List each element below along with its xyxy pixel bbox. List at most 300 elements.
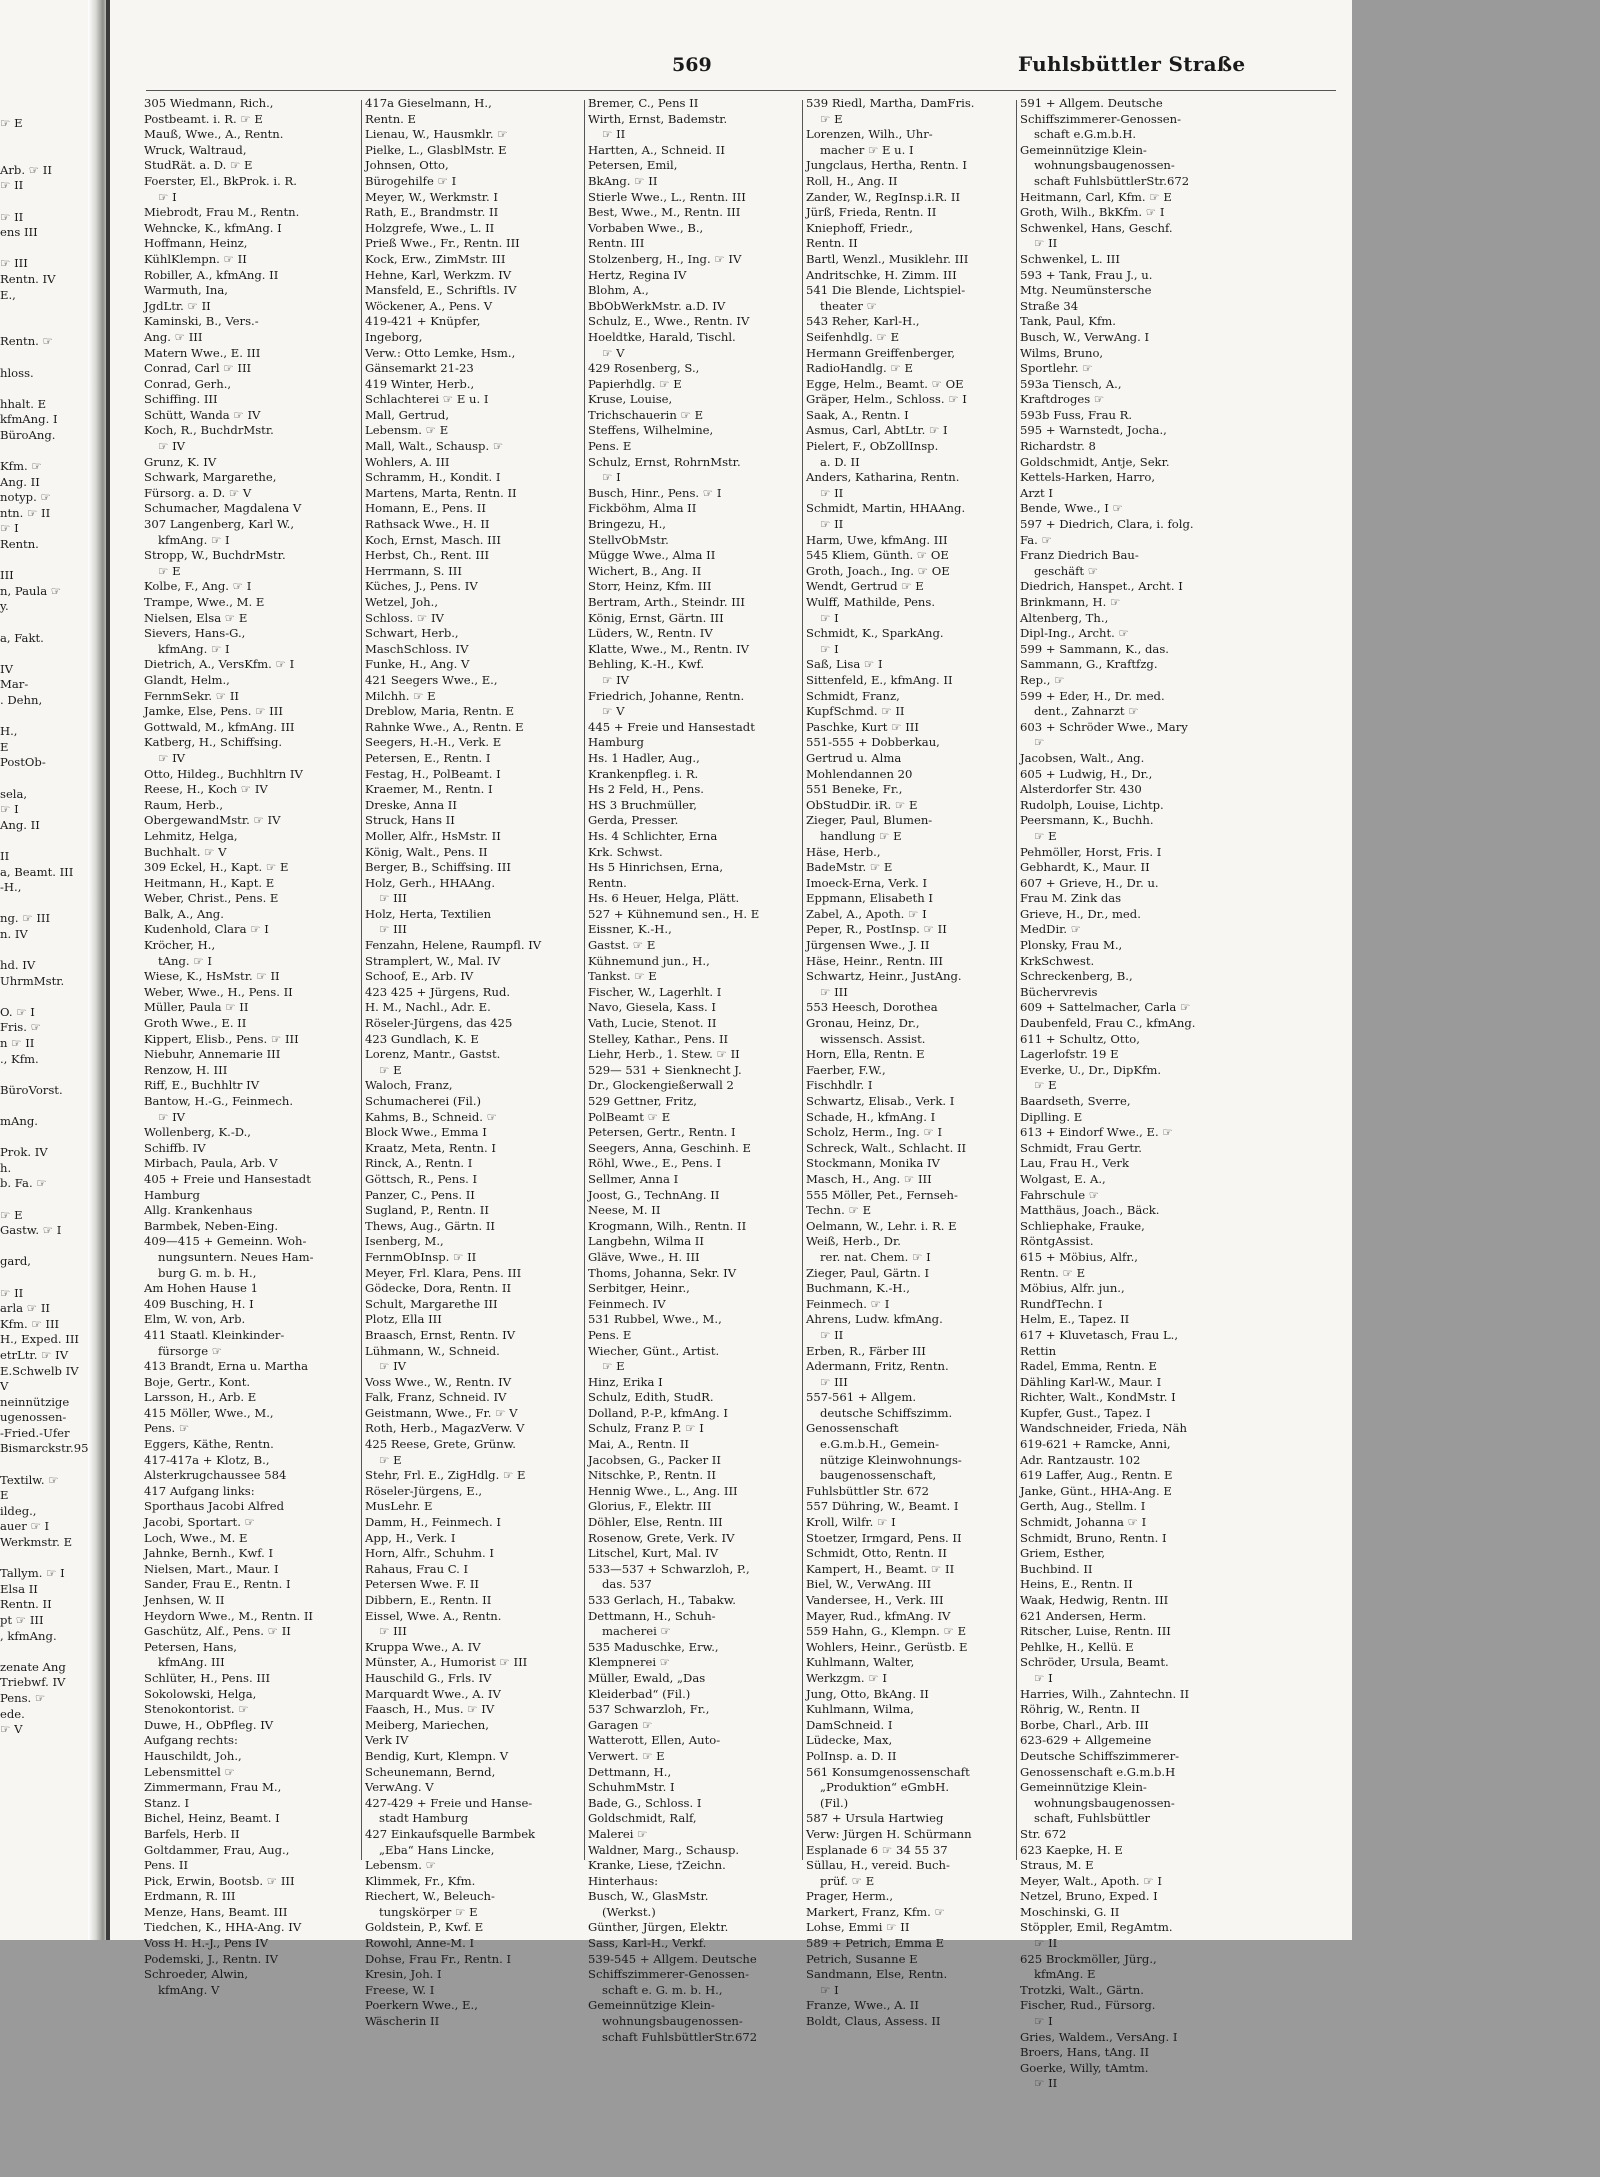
directory-line: Straus, M. E: [1020, 1858, 1094, 1873]
directory-line: ☞ I: [602, 470, 621, 485]
directory-line: 533—537 + Schwarzloh, P.,: [588, 1561, 750, 1576]
directory-line: Postbeamt. i. R. ☞ E: [144, 111, 263, 126]
directory-line: Steffens, Wilhelmine,: [588, 423, 714, 438]
directory-line: Petersen, Gertr., Rentn. I: [588, 1125, 736, 1140]
directory-line: 417a Gieselmann, H.,: [365, 96, 492, 110]
fragment-line: ildeg.,: [0, 1503, 37, 1518]
column-rule: [802, 100, 803, 1860]
directory-line: Schwenkel, Hans, Geschf.: [1020, 220, 1173, 235]
directory-line: Conrad, Carl ☞ III: [144, 361, 252, 376]
directory-line: 593b Fuss, Frau R.: [1020, 407, 1133, 422]
directory-line: Kröcher, H.,: [144, 938, 216, 953]
directory-line: Blohm, A.,: [588, 283, 649, 298]
directory-line: Sander, Frau E., Rentn. I: [144, 1577, 291, 1592]
directory-line: Klatte, Wwe., M., Rentn. IV: [588, 641, 750, 656]
directory-line: wohnungsbaugenossen-: [1034, 158, 1175, 173]
directory-line: Marquardt Wwe., A. IV: [365, 1686, 501, 1701]
fragment-line: [0, 1270, 86, 1286]
directory-line: Zimmermann, Frau M.,: [144, 1780, 282, 1795]
directory-line: Grunz, K. IV: [144, 454, 217, 469]
directory-line: Bringezu, H.,: [588, 517, 666, 532]
header-rule: [146, 90, 1336, 91]
directory-line: Schiffszimmerer-Genossen-: [588, 1967, 750, 1982]
directory-line: Glandt, Helm.,: [144, 672, 230, 687]
directory-line: 615 + Möbius, Alfr.,: [1020, 1249, 1138, 1264]
directory-line: Schiffszimmerer-Genossen-: [1020, 111, 1182, 126]
fragment-line: [0, 896, 86, 912]
directory-line: 609 + Sattelmacher, Carla ☞: [1020, 1000, 1191, 1015]
directory-line: theater ☞: [820, 298, 878, 313]
directory-line: Wiese, K., HsMstr. ☞ II: [144, 969, 280, 984]
directory-line: Katberg, H., Schiffsing.: [144, 735, 283, 750]
fragment-line: Triebwf. IV: [0, 1675, 66, 1690]
directory-line: Eissner, K.-H.,: [588, 922, 672, 937]
fragment-line: E: [0, 1488, 9, 1503]
directory-line: Fürsorg. a. D. ☞ V: [144, 485, 252, 500]
directory-line: tAng. ☞ I: [158, 953, 212, 968]
directory-line: Plonsky, Frau M.,: [1020, 938, 1123, 953]
directory-line: Waldner, Marg., Schausp.: [588, 1842, 740, 1857]
fragment-line: n ☞ II: [0, 1036, 35, 1051]
directory-line: Matthäus, Joach., Bäck.: [1020, 1203, 1160, 1218]
directory-line: schaft FuhlsbüttlerStr.672: [1034, 173, 1190, 188]
directory-line: wissensch. Assist.: [820, 1031, 926, 1046]
directory-line: Sokolowski, Helga,: [144, 1686, 257, 1701]
directory-line: Seegers, H.-H., Verk. E: [365, 735, 502, 750]
directory-line: Meyer, Walt., Apoth. ☞ I: [1020, 1873, 1162, 1888]
fragment-line: mAng.: [0, 1114, 38, 1128]
directory-line: Alsterdorfer Str. 430: [1020, 782, 1142, 797]
directory-line: Trotzki, Walt., Gärtn.: [1020, 1982, 1144, 1997]
directory-line: 619-621 + Ramcke, Anni,: [1020, 1437, 1171, 1452]
directory-line: ☞ IV: [158, 439, 186, 454]
directory-line: Buchbind. II: [1020, 1561, 1093, 1576]
directory-line: Ritscher, Luise, Rentn. III: [1020, 1624, 1171, 1639]
directory-line: 527 + Kühnemund sen., H. E: [588, 906, 760, 921]
directory-line: Balk, A., Ang.: [144, 906, 224, 921]
directory-line: Schreck, Walt., Schlacht. II: [806, 1140, 967, 1155]
directory-line: Heydorn Wwe., M., Rentn. II: [144, 1608, 314, 1623]
directory-line: Rentn.: [588, 875, 627, 890]
directory-line: PolBeamt ☞ E: [588, 1109, 671, 1124]
directory-line: (Werkst.): [602, 1904, 656, 1919]
directory-line: das. 537: [602, 1577, 652, 1592]
directory-line: Schwark, Margarethe,: [144, 470, 277, 485]
directory-line: Busch, W., GlasMstr.: [588, 1889, 709, 1904]
directory-line: stadt Hamburg: [379, 1811, 469, 1826]
directory-line: 587 + Ursula Hartwieg: [806, 1811, 944, 1826]
directory-line: 551 Beneke, Fr.,: [806, 782, 903, 797]
directory-line: Rentn. ☞ E: [1020, 1265, 1086, 1280]
directory-line: Stenokontorist. ☞: [144, 1702, 249, 1717]
directory-line: Petrich, Susanne E: [806, 1951, 918, 1966]
directory-line: 419-421 + Knüpfer,: [365, 314, 481, 329]
directory-line: Adermann, Fritz, Rentn.: [806, 1359, 949, 1374]
directory-line: Barfels, Herb. II: [144, 1826, 240, 1841]
directory-line: Netzel, Bruno, Exped. I: [1020, 1889, 1158, 1904]
directory-line: Fischer, W., Lagerhlt. I: [588, 984, 722, 999]
directory-line: Bertram, Arth., Steindr. III: [588, 595, 745, 609]
directory-line: Jürgensen Wwe., J. II: [806, 938, 930, 953]
directory-line: Bende, Wwe., I ☞: [1020, 501, 1123, 516]
directory-line: Lühmann, W., Schneid.: [365, 1343, 500, 1358]
directory-line: Dreblow, Maria, Rentn. E: [365, 704, 515, 719]
directory-line: Groth, Wilh., BkKfm. ☞ I: [1020, 205, 1165, 220]
directory-line: Lagerlofstr. 19 E: [1020, 1047, 1119, 1062]
directory-line: Andritschke, H. Zimm. III: [806, 267, 957, 282]
directory-line: Wetzel, Joh.,: [365, 595, 439, 609]
directory-line: Fuhlsbüttler Str. 672: [806, 1483, 930, 1498]
directory-line: Daubenfeld, Frau C., kfmAng.: [1020, 1016, 1196, 1031]
directory-line: ☞ IV: [602, 672, 630, 687]
book-gutter: [88, 0, 108, 1940]
directory-line: Schulz, E., Wwe., Rentn. IV: [588, 314, 750, 329]
directory-line: Berger, B., Schiffsing. III: [365, 860, 511, 875]
directory-line: ☞ E: [158, 563, 181, 578]
directory-line: Wilms, Bruno,: [1020, 345, 1104, 360]
directory-line: 621 Andersen, Herm.: [1020, 1608, 1147, 1623]
directory-line: Wiecher, Günt., Artist.: [588, 1343, 720, 1358]
directory-line: Mirbach, Paula, Arb. V: [144, 1156, 278, 1171]
directory-line: Sammann, G., Kraftfzg.: [1020, 657, 1158, 672]
fragment-line: y.: [0, 599, 9, 614]
directory-line: Prieß Wwe., Fr., Rentn. III: [365, 236, 520, 251]
fragment-line: ☞ II: [0, 1285, 24, 1300]
directory-line: Jung, Otto, BkAng. II: [806, 1686, 929, 1701]
directory-line: Roth, Herb., MagazVerw. V: [365, 1421, 525, 1436]
directory-line: 535 Maduschke, Erw.,: [588, 1639, 719, 1654]
directory-line: Kolbe, F., Ang. ☞ I: [144, 579, 252, 594]
directory-line: kfmAng. V: [158, 1982, 220, 1997]
directory-line: Weiß, Herb., Dr.: [806, 1234, 901, 1249]
directory-line: Schwartz, Heinr., JustAng.: [806, 969, 962, 984]
directory-line: macherei ☞: [602, 1624, 671, 1639]
directory-line: Wöckener, A., Pens. V: [365, 298, 493, 313]
directory-line: Gemeinnützige Klein-: [588, 1998, 715, 2013]
directory-line: Hertz, Regina IV: [588, 267, 687, 282]
fragment-line: ede.: [0, 1706, 25, 1721]
directory-line: Mohlendannen 20: [806, 766, 913, 781]
fragment-line: [0, 1192, 86, 1208]
directory-line: Klimmek, Fr., Kfm.: [365, 1873, 476, 1888]
directory-line: Dibbern, E., Rentn. II: [365, 1593, 492, 1607]
directory-line: Goldschmidt, Antje, Sekr.: [1020, 454, 1170, 469]
directory-line: Eggers, Käthe, Rentn.: [144, 1437, 274, 1452]
directory-line: 419 Winter, Herb.,: [365, 376, 475, 391]
fragment-line: hhalt. E: [0, 396, 47, 411]
directory-line: Tankst. ☞ E: [588, 969, 657, 984]
directory-line: Dr., Glockengießerwall 2: [588, 1078, 734, 1093]
fragment-line: [0, 1644, 86, 1660]
directory-line: Mtg. Neumünstersche: [1020, 283, 1152, 298]
directory-line: Wollenberg, K.-D.,: [144, 1125, 251, 1140]
fragment-line: [0, 1551, 86, 1567]
directory-line: Lebensmittel ☞: [144, 1764, 235, 1779]
directory-line: Zabel, A., Apoth. ☞ I: [806, 906, 927, 921]
directory-line: 529— 531 + Sienknecht J.: [588, 1062, 742, 1077]
directory-line: BkAng. ☞ II: [588, 173, 658, 188]
fragment-line: Fris. ☞: [0, 1020, 42, 1035]
directory-line: 537 Schwarzloh, Fr.,: [588, 1702, 710, 1717]
fragment-line: Rentn.: [0, 537, 39, 552]
fragment-line: BüroAng.: [0, 427, 56, 442]
directory-line: Rudolph, Louise, Lichtp.: [1020, 797, 1164, 812]
directory-line: Esplanade 6 ☞ 34 55 37: [806, 1842, 948, 1857]
directory-line: Kresin, Joh. I: [365, 1967, 442, 1982]
directory-line: ☞ E: [1034, 828, 1057, 843]
directory-line: Hauschild G., Frls. IV: [365, 1670, 492, 1685]
directory-line: Schiffing. III: [144, 392, 218, 407]
directory-line: Sandmann, Else, Rentn.: [806, 1967, 948, 1982]
street-header: Fuhlsbüttler Straße: [1018, 52, 1246, 76]
directory-line: ☞ E: [379, 1452, 402, 1467]
directory-line: Mansfeld, E., Schriftls. IV: [365, 283, 517, 298]
directory-line: Göttsch, R., Pens. I: [365, 1171, 478, 1186]
directory-line: 425 Reese, Grete, Grünw.: [365, 1437, 516, 1452]
fragment-line: H., Exped. III: [0, 1332, 79, 1347]
directory-line: Holz, Herta, Textilien: [365, 906, 492, 921]
directory-line: 405 + Freie und Hansestadt: [144, 1171, 311, 1186]
directory-line: tungskörper ☞ E: [379, 1904, 478, 1919]
directory-line: Neese, M. II: [588, 1203, 661, 1218]
fragment-line: [0, 1130, 86, 1146]
directory-line: Petersen, E., Rentn. I: [365, 750, 491, 765]
directory-line: Braasch, Ernst, Rentn. IV: [365, 1327, 516, 1342]
directory-line: Trampe, Wwe., M. E: [144, 595, 265, 609]
directory-line: Poerkern Wwe., E.,: [365, 1998, 478, 2013]
fragment-line: [0, 443, 86, 459]
directory-line: Gödecke, Dora, Rentn. II: [365, 1281, 512, 1296]
directory-line: Weber, Christ., Pens. E: [144, 891, 279, 906]
directory-line: Zieger, Paul, Blumen-: [806, 813, 933, 828]
directory-line: Busch, Hinr., Pens. ☞ I: [588, 485, 722, 500]
directory-line: 555 Möller, Pet., Fernseh-: [806, 1187, 958, 1202]
directory-line: ☞ E: [379, 1062, 402, 1077]
directory-line: Verk IV: [365, 1733, 409, 1748]
directory-line: Everke, U., Dr., DipKfm.: [1020, 1062, 1162, 1077]
fragment-line: -H.,: [0, 880, 22, 895]
directory-line: Schröder, Ursula, Beamt.: [1020, 1655, 1169, 1670]
directory-line: Zander, W., RegInsp.i.R. II: [806, 189, 961, 204]
directory-line: 595 + Warnstedt, Jocha.,: [1020, 423, 1167, 438]
directory-line: ☞ III: [820, 1374, 848, 1389]
directory-line: JgdLtr. ☞ II: [144, 298, 211, 313]
directory-line: Pens. E: [588, 1327, 632, 1342]
directory-line: Sass, Karl-H., Verkf.: [588, 1936, 707, 1951]
fragment-line: Textilw. ☞: [0, 1472, 59, 1487]
directory-line: Krogmann, Wilh., Rentn. II: [588, 1218, 747, 1233]
directory-line: Rosenow, Grete, Verk. IV: [588, 1530, 735, 1545]
directory-line: Gemeinnützige Klein-: [1020, 142, 1147, 157]
directory-line: Grieve, H., Dr., med.: [1020, 906, 1141, 921]
directory-line: „Eba“ Hans Lincke,: [379, 1842, 495, 1857]
directory-line: Bendig, Kurt, Klempn. V: [365, 1748, 509, 1763]
directory-line: Watterott, Ellen, Auto-: [588, 1733, 721, 1748]
directory-line: Block Wwe., Emma I: [365, 1125, 487, 1140]
directory-line: Str. 672: [1020, 1826, 1067, 1841]
directory-line: Kraemer, M., Rentn. I: [365, 782, 493, 797]
directory-line: Wohlers, A. III: [365, 454, 450, 469]
directory-line: Bartl, Wenzl., Musiklehr. III: [806, 251, 969, 266]
directory-line: Homann, E., Pens. II: [365, 501, 486, 516]
fragment-line: ☞ E: [0, 116, 23, 130]
directory-line: Voss H. H.-J., Pens IV: [144, 1936, 269, 1951]
directory-line: 417 Aufgang links:: [144, 1483, 255, 1498]
directory-line: Dettmann, H.,: [588, 1764, 672, 1779]
directory-line: ☞ I: [820, 641, 839, 656]
directory-line: Griem, Esther,: [1020, 1546, 1106, 1561]
directory-line: Diedrich, Hanspet., Archt. I: [1020, 579, 1183, 594]
directory-line: Stierle Wwe., L., Rentn. III: [588, 189, 746, 204]
directory-line: Mall, Walt., Schausp. ☞: [365, 439, 504, 454]
directory-line: Elm, W. von, Arb.: [144, 1312, 246, 1327]
directory-line: Podemski, J., Rentn. IV: [144, 1951, 278, 1966]
directory-line: Müller, Paula ☞ II: [144, 1000, 249, 1015]
directory-line: 531 Rubbel, Wwe., M.,: [588, 1312, 722, 1327]
fragment-line: [0, 1067, 86, 1083]
directory-line: schaft, Fuhlsbüttler: [1034, 1811, 1151, 1826]
directory-line: Müller, Ewald, „Das: [588, 1670, 706, 1685]
column-rule: [584, 100, 585, 1860]
directory-line: ☞ V: [602, 704, 625, 719]
directory-line: 423 425 + Jürgens, Rud.: [365, 984, 511, 999]
directory-line: kfmAng. ☞ I: [158, 641, 230, 656]
directory-line: Arzt I: [1020, 485, 1053, 500]
directory-line: Prager, Herm.,: [806, 1889, 894, 1904]
directory-line: Dohse, Frau Fr., Rentn. I: [365, 1951, 512, 1966]
directory-line: Raum, Herb.,: [144, 797, 224, 812]
directory-line: Krankenpfleg. i. R.: [588, 766, 699, 781]
directory-line: 553 Heesch, Dorothea: [806, 1000, 938, 1015]
directory-line: Röhl, Wwe., E., Pens. I: [588, 1156, 722, 1171]
fragment-line: UhrmMstr.: [0, 973, 65, 988]
directory-line: Klempnerei ☞: [588, 1655, 671, 1670]
directory-line: Schliephake, Frauke,: [1020, 1218, 1145, 1233]
fragment-line: n, Paula ☞: [0, 583, 62, 598]
directory-line: Eppmann, Elisabeth I: [806, 891, 933, 906]
directory-column-5: [1020, 96, 1230, 2092]
directory-line: Zieger, Paul, Gärtn. I: [806, 1265, 930, 1280]
fragment-line: [0, 1098, 86, 1114]
directory-line: Feinmech. ☞ I: [806, 1296, 890, 1311]
directory-line: Fa. ☞: [1020, 532, 1052, 547]
directory-line: rer. nat. Chem. ☞ I: [820, 1249, 931, 1264]
directory-line: kfmAng. III: [158, 1655, 225, 1670]
directory-line: MedDir. ☞: [1020, 922, 1082, 937]
column-rule: [1016, 100, 1017, 1860]
directory-line: Rathsack Wwe., H. II: [365, 517, 490, 532]
directory-line: Navo, Giesela, Kass. I: [588, 1000, 717, 1015]
fragment-line: Elsa II: [0, 1581, 38, 1596]
directory-line: Stöppler, Emil, RegAmtm.: [1020, 1920, 1173, 1935]
fragment-line: Prok. IV: [0, 1145, 48, 1160]
directory-line: Garagen ☞: [588, 1717, 653, 1732]
directory-line: Sporthaus Jacobi Alfred: [144, 1499, 285, 1514]
directory-line: Schmidt, Franz,: [806, 688, 900, 703]
directory-line: Koch, Ernst, Masch. III: [365, 532, 501, 547]
directory-line: König, Walt., Pens. II: [365, 844, 488, 859]
directory-line: Gastst. ☞ E: [588, 938, 656, 953]
fragment-line: [0, 241, 86, 257]
directory-line: Masch, H., Ang. ☞ III: [806, 1171, 932, 1186]
directory-line: kfmAng. E: [1034, 1967, 1096, 1982]
directory-line: Kruppa Wwe., A. IV: [365, 1639, 481, 1654]
directory-line: handlung ☞ E: [820, 828, 902, 843]
directory-line: 541 Die Blende, Lichtspiel-: [806, 283, 966, 298]
directory-line: Heins, E., Rentn. II: [1020, 1577, 1133, 1592]
directory-line: Herrmann, S. III: [365, 563, 462, 578]
directory-line: Faerber, F.W.,: [806, 1062, 886, 1077]
directory-line: Goerke, Willy, tAmtm.: [1020, 2060, 1149, 2075]
fragment-line: Kfm. ☞ III: [0, 1316, 60, 1331]
directory-line: Koch, R., BuchdrMstr.: [144, 423, 274, 438]
directory-line: Goldstein, P., Kwf. E: [365, 1920, 484, 1935]
directory-line: Hs 2 Feld, H., Pens.: [588, 782, 704, 797]
fragment-line: [0, 833, 86, 849]
directory-line: Kuhlmann, Wilma,: [806, 1702, 914, 1717]
directory-line: RöntgAssist.: [1020, 1234, 1094, 1249]
directory-line: Schmidt, Johanna ☞ I: [1020, 1515, 1147, 1530]
directory-line: Heitmann, Carl, Kfm. ☞ E: [1020, 189, 1172, 204]
fragment-line: [0, 1239, 86, 1255]
directory-line: Hehne, Karl, Werkzm. IV: [365, 267, 512, 282]
directory-line: Lorenzen, Wilh., Uhr-: [806, 127, 933, 142]
directory-line: Matern Wwe., E. III: [144, 345, 261, 360]
fragment-line: etrLtr. ☞ IV: [0, 1347, 69, 1362]
directory-line: 591 + Allgem. Deutsche: [1020, 96, 1163, 110]
directory-line: Gronau, Heinz, Dr.,: [806, 1016, 920, 1031]
directory-line: Kühnemund jun., H.,: [588, 953, 710, 968]
fragment-line: [0, 319, 86, 335]
directory-line: Lorenz, Mantr., Gastst.: [365, 1047, 501, 1062]
directory-line: Vorbaben Wwe., B.,: [588, 220, 704, 235]
directory-line: 309 Eckel, H., Kapt. ☞ E: [144, 860, 289, 875]
directory-line: schaft FuhlsbüttlerStr.672: [602, 2029, 758, 2044]
directory-line: Lehmitz, Helga,: [144, 828, 238, 843]
directory-line: ObStudDir. iR. ☞ E: [806, 797, 918, 812]
directory-line: ☞ II: [820, 1327, 844, 1342]
directory-line: 613 + Eindorf Wwe., E. ☞: [1020, 1125, 1173, 1140]
directory-line: KrkSchwest.: [1020, 953, 1095, 968]
directory-line: 551-555 + Dobberkau,: [806, 735, 940, 750]
directory-line: Stolzenberg, H., Ing. ☞ IV: [588, 251, 742, 266]
directory-line: Pens. II: [144, 1858, 189, 1873]
directory-line: 561 Konsumgenossenschaft: [806, 1764, 970, 1779]
fragment-line: hd. IV: [0, 958, 36, 973]
directory-line: Wirth, Ernst, Bademstr.: [588, 111, 728, 126]
fragment-line: auer ☞ I: [0, 1519, 50, 1534]
directory-line: Rentn. III: [588, 236, 645, 251]
directory-line: Lüdecke, Max,: [806, 1733, 893, 1748]
directory-line: Aufgang rechts:: [144, 1733, 238, 1748]
directory-line: ☞ I: [820, 1982, 839, 1997]
directory-line: Groth Wwe., E. II: [144, 1016, 247, 1031]
fragment-line: ☞ I: [0, 802, 19, 817]
directory-line: Lüders, W., Rentn. IV: [588, 626, 713, 641]
directory-line: macher ☞ E u. I: [820, 142, 914, 157]
directory-line: Häse, Herb.,: [806, 844, 881, 859]
directory-line: Schmidt, Bruno, Rentn. I: [1020, 1530, 1167, 1545]
directory-line: Groth, Joach., Ing. ☞ OE: [806, 563, 950, 578]
fragment-line: E.Schwelb IV: [0, 1363, 79, 1378]
directory-line: Langbehn, Wilma II: [588, 1234, 704, 1249]
directory-line: Gemeinnützige Klein-: [1020, 1780, 1147, 1795]
directory-line: Hs. 4 Schlichter, Erna: [588, 828, 718, 843]
directory-line: Jacobsen, G., Packer II: [588, 1452, 721, 1467]
directory-line: Schwenkel, L. III: [1020, 251, 1120, 266]
directory-line: Storr, Heinz, Kfm. III: [588, 579, 712, 594]
directory-line: 611 + Schultz, Otto,: [1020, 1031, 1140, 1046]
